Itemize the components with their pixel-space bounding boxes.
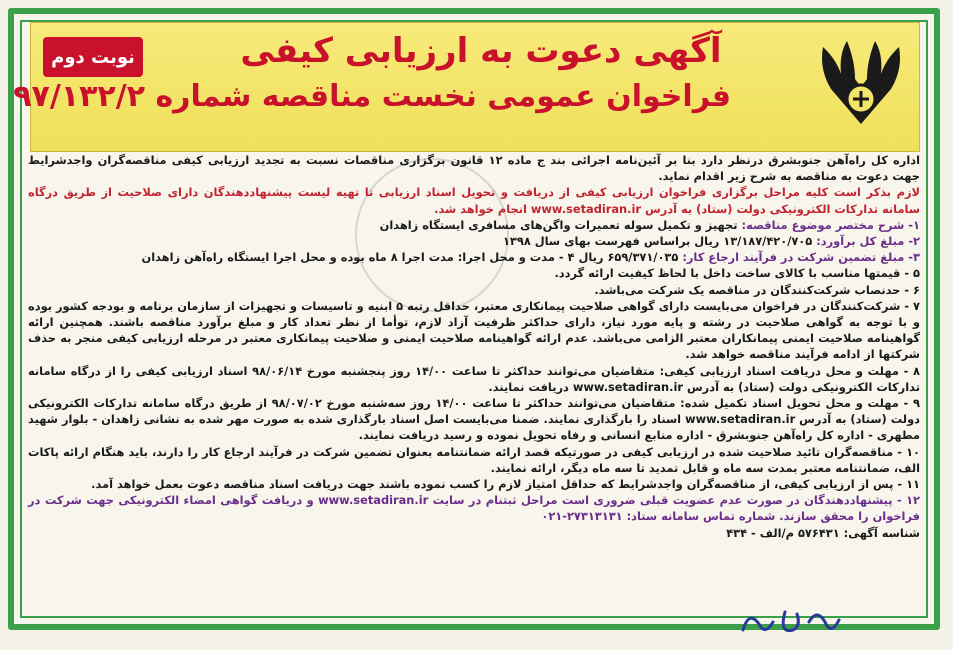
item-3: [28, 249, 920, 265]
item-2-text: ۱۳/۱۸۷/۴۲۰/۷۰۵ ریال براساس فهرست بهای سال ۱۳۹۸: [502, 234, 813, 249]
item-2-label: ۲- مبلغ کل برآورد:: [816, 234, 920, 249]
second-round-badge: نوبت دوم: [43, 37, 143, 77]
tender-number-title: فراخوان عمومی نخست مناقصه شماره ۹۷/۱۳۲/۲: [13, 79, 731, 114]
railway-winged-emblem-icon: [811, 29, 911, 139]
ad-body: [28, 152, 920, 602]
item-7: ۷ - شرکت‌کنندگان در فراخوان می‌بایست دارای گواهی صلاحیت پیمانکاری معتبر، حداقل رتبه ۵ ابنیه و تاسیسات و تجهیزات از سازمان برنامه و بودجه کشور بوده و با توجه به گواهی صلاحیت در رشته و پایه مورد نیاز، دارای حداکثر ظرفیت آزاد لازم، توأما از نظر تعداد کار و مبلغ برآورد مناقصه باشند. همچنین ارائه گواهینامه صلاحیت ایمنی پیمانکاران معتبر الزامی می‌باشد. عدم ارائه گواهینامه صلاحیت ایمنی و صلاحیت پیمانکاری معتبر در مرحله ارزیابی کیفی منجر به حذف شرکتها از ادامه فرآیند مناقصه خواهد شد.: [28, 298, 920, 362]
ad-title: آگهی دعوت به ارزیابی کیفی: [240, 31, 722, 71]
item-8: ۸ - مهلت و محل دریافت اسناد ارزیابی کیفی: متقاضیان می‌توانند حداکثر تا ساعت ۱۴/۰۰ روز پنجشنبه مورخ ۹۸/۰۶/۱۴ اسناد ارزیابی کیفی را از درگاه سامانه تدارکات الکترونیکی دولت (ستاد) به آدرس www.setadiran.ir دریافت نمایند.: [28, 363, 920, 394]
item-6: ۶ - حدنصاب شرکت‌کنندگان در مناقصه یک شرکت می‌باشد.: [594, 282, 920, 297]
item-10: ۱۰ - مناقصه‌گران تائید صلاحیت شده در ارزیابی کیفی در صورتیکه قصد ارائه ضمانتنامه بعنوان تضمین شرکت در فرآیند ارجاع کار را دارند، باید هنگام ارائه پاکات الف، ضمانتنامه معتبر بمدت سه ماه و قابل تمدید تا سه ماه دیگر، ارائه نمایند.: [28, 444, 920, 475]
item-1-text: تجهیز و تکمیل سوله تعمیرات واگن‌های مسافری ایستگاه زاهدان: [379, 217, 738, 232]
item-11: ۱۱ - پس از ارزیابی کیفی، از مناقصه‌گران واجدشرایط که حداقل امتیاز لازم را کسب نموده باشند جهت دریافت اسناد مناقصه دعوت بعمل خواهد آمد.: [91, 477, 920, 492]
item-3-label: ۳- مبلغ تضمین شرکت در فرآیند ارجاع کار:: [682, 250, 920, 265]
item-9: ۹ - مهلت و محل تحویل اسناد تکمیل شده: متقاضیان می‌توانند حداکثر تا ساعت ۱۴/۰۰ روز سه‌شنبه مورخ ۹۸/۰۷/۰۲ از طریق درگاه سامانه تدارکات الکترونیکی دولت (ستاد) به آدرس www.setadiran.ir اسناد را بارگذاری نمایند. ضمنا می‌بایست اصل اسناد بارگذاری شده به صورت مهر شده به نشانی زاهدان - بلوار شهید مطهری - اداره کل راه‌آهن جنوبشرق - اداره منابع انسانی و رفاه تحویل نموده و رسید دریافت نمایند.: [28, 396, 920, 443]
item-1: [28, 217, 920, 233]
item-12: ۱۲ - پیشنهاددهندگان در صورت عدم عضویت قبلی ضروری است مراحل ثبتنام در سایت www.setadiran.ir و دریافت گواهی امضاء الکترونیکی جهت شرکت در فراخوان را محقق سازند. شماره تماس سامانه ستاد: ۲۷۳۱۳۱۳۱-۰۲۱: [28, 493, 921, 524]
intro-paragraph: اداره کل راه‌آهن جنوبشرق درنظر دارد بنا بر آئین‌نامه اجرائی بند ج ماده ۱۲ قانون برگزاری مناقصات نسبت به تجدید ارزیابی کیفی مناقصه‌گران واجدشرایط جهت دعوت به مناقصه به شرح زیر اقدام نماید.: [28, 153, 920, 184]
item-5: ۵ - قیمتها مناسب با کالای ساخت داخل با لحاظ کیفیت ارائه گردد.: [554, 266, 920, 281]
item-1-label: ۱- شرح مختصر موضوع مناقصه:: [741, 217, 920, 232]
setad-notice: لازم بذکر است کلیه مراحل برگزاری فراخوان ارزیابی کیفی از دریافت و تحویل اسناد ارزیابی تا تهیه لیست پیشنهاددهندگان دارای صلاحیت از طریق درگاه سامانه تدارکات الکترونیکی دولت (ستاد) به آدرس www.setadiran.ir انجام خواهد شد.: [28, 185, 920, 216]
ad-id: شناسه آگهی: ۵۷۶۴۳۱ م/الف - ۴۳۴: [726, 525, 920, 540]
handwritten-number: [735, 600, 850, 645]
ad-header: [13, 22, 920, 152]
item-3-text: ۶۵۹/۳۷۱/۰۳۵ ریال ۴ - مدت و محل اجرا: مدت اجرا ۸ ماه بوده و محل اجرا ایستگاه راه‌آهن زاهدان: [141, 250, 679, 265]
item-2: [28, 233, 920, 249]
